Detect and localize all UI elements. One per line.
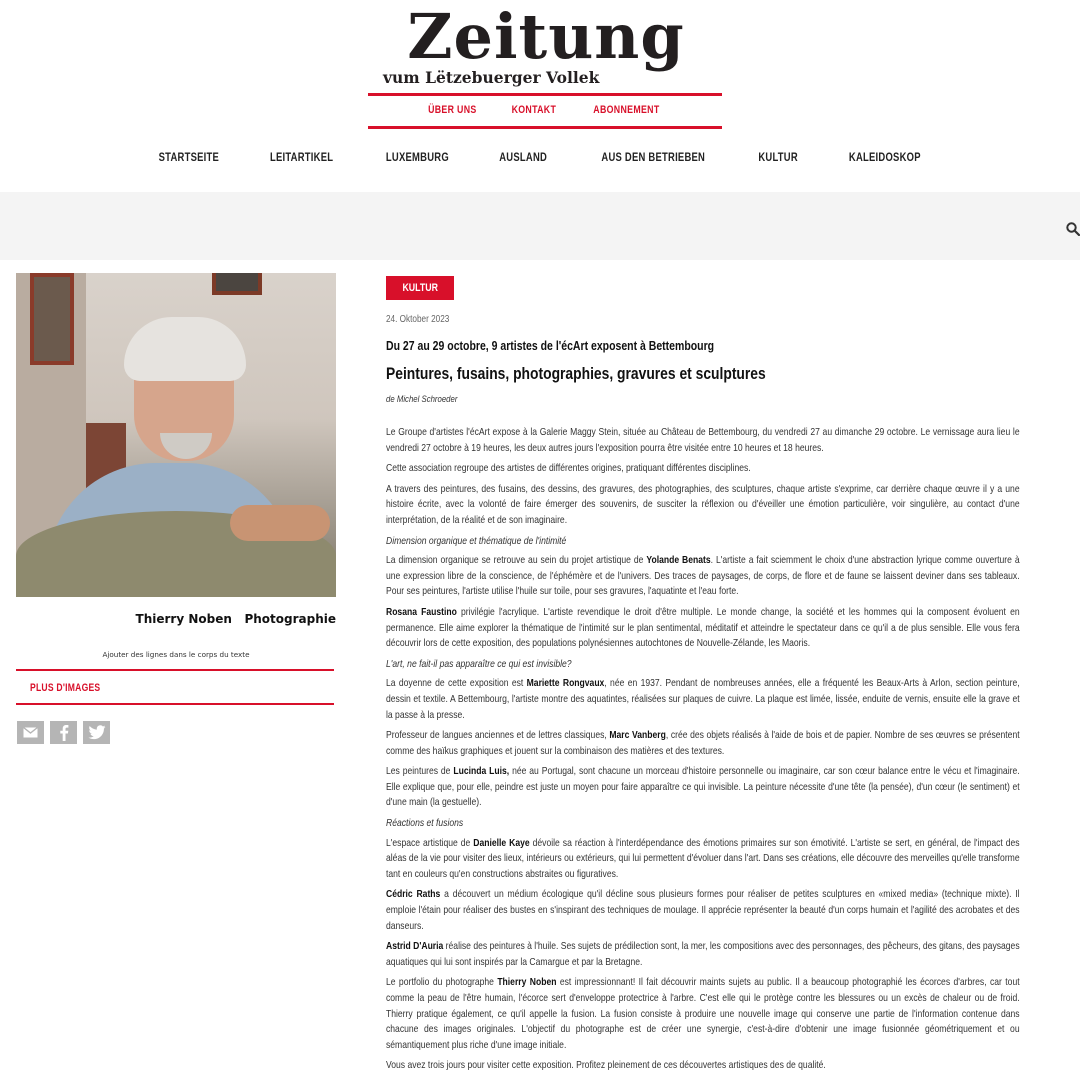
nav-startseite[interactable]: STARTSEITE <box>158 152 219 164</box>
logo-divider-bottom <box>368 126 722 129</box>
main-nav <box>0 152 1080 164</box>
artist-name: Lucinda Luis, <box>453 766 510 778</box>
email-icon[interactable] <box>17 721 44 744</box>
paragraph: Le portfolio du photographe Thierry Noben est impressionnant! Il fait découvrir maints sujets au public. Il a beaucoup photographié les écorces d'arbres, car tout comme la peau de l'être humain, l'écorce sert d'enveloppe protectrice à l'arbre. C'est elle qui le protège contre les blessures ou un excès de chaleur ou de froid. Thierry pratique également, ce qu'il appelle la fusion. La fusion consiste à produire une nouvelle image qui conserve une partie de l'information contenue dans chacune des images originales. L'objectif du photographe est de créer une synergie, c'est-à-dire d'obtenir une image fusionnée géométriquement et ou sémantiquement plus riche d'une image initiale. <box>386 977 1020 1051</box>
paragraph: Professeur de langues anciennes et de lettres classiques, Marc Vanberg, crée des objets réalisés à l'aide de bois et de papier. Nombre de ses œuvres se présentent comme des haïkus graphiques et jouent sur la combinaison des matières et des textures. <box>386 730 1020 757</box>
artist-name: Thierry Noben <box>497 977 557 989</box>
paragraph: L'espace artistique de Danielle Kaye dévoile sa réaction à l'interdépendance des émotions primaires sur son émotivité. L'artiste se sert, en général, de l'impact des aléas de la vie pour visiter des lieux, intérieurs ou extérieurs, qui lui permettent d'évoluer dans l'art. Dans ses créations, elle découvre des merveilles qu'elle transforme tant en couleurs qu'en constructions abstraites ou figuratives. <box>386 837 1020 880</box>
section-heading: Dimension organique et thématique de l'intimité <box>386 535 567 547</box>
more-images-divider-bottom <box>16 703 334 705</box>
article-body <box>386 425 1020 1079</box>
section-heading: L'art, ne fait-il pas apparaître ce qui est invisible? <box>386 658 572 670</box>
paragraph: La doyenne de cette exposition est Mariette Rongvaux, née en 1937. Pendant de nombreuses années, elle a fréquenté les Beaux-Arts à Arlon, section peinture, dessin et textile. A Bettembourg, l'artiste montre des aquatintes, réalisées sur plaques de cuivre. La plaque est limée, lissée, enduite de vernis, ensuite elle la grave et la passe à la presse. <box>386 678 1020 721</box>
artist-name: Yolande Benats <box>646 555 711 567</box>
article-photo[interactable] <box>16 273 336 597</box>
paragraph: Vous avez trois jours pour visiter cette exposition. Profitez pleinement de ces découvertes artistiques des de qualité. <box>386 1060 826 1072</box>
artist-name: Rosana Faustino <box>386 606 457 618</box>
logo-divider-top <box>368 93 722 96</box>
nav-kultur[interactable]: KULTUR <box>758 152 799 164</box>
nav-luxemburg[interactable]: LUXEMBURG <box>385 152 449 164</box>
paragraph: A travers des peintures, des fusains, des dessins, des gravures, des photographies, des sculptures, chaque artiste s'exprime, car derrière chaque œuvre il y a une histoire écrite, avec la volonté de faire émerger des souvenirs, de susciter la réflexion ou d'éveiller une émotion particulière, voir singulière, au contact d'une interprétation, de la réalité et de son imaginaire. <box>386 483 1020 526</box>
paragraph: Les peintures de Lucinda Luis, née au Portugal, sont chacune un morceau d'histoire personnelle ou imaginaire, car son cœur balance entre le vécu et l'imaginaire. Elle explique que, pour elle, peindre est juste un moyen pour faire apparaître ce qui invisible. La peinture nécessite d'une tête (la pensée), d'un cœur (le sentiment) et d'une main (la gestuelle). <box>386 766 1020 809</box>
link-uber-uns[interactable]: ÜBER UNS <box>428 104 477 116</box>
artist-name: Cédric Raths <box>386 889 441 901</box>
nav-aus-den-betrieben[interactable]: AUS DEN BETRIEBEN <box>601 152 705 164</box>
link-abonnement[interactable]: ABONNEMENT <box>593 104 660 116</box>
category-badge[interactable] <box>386 276 454 300</box>
logo-title[interactable]: Zeitung <box>407 0 685 73</box>
search-band <box>0 192 1080 260</box>
artist-name: Danielle Kaye <box>473 837 530 849</box>
paragraph: La dimension organique se retrouve au sein du projet artistique de Yolande Benats. L'artiste a fait sciemment le choix d'une abstraction lyrique comme ouverture à une expression libre de la conscience, de l'éphémère et de l'univers. Des traces de paysages, de corps, de flore et de faune se laissent deviner dans ses tableaux. Pour ses peintures, l'artiste utilise l'huile sur toile, pour ses gravures, l'aquatinte et l'eau forte. <box>386 555 1020 598</box>
artist-name: Mariette Rongvaux <box>526 678 605 690</box>
search-icon[interactable] <box>1066 222 1080 236</box>
paragraph: Cette association regroupe des artistes de différentes origines, pratiquant différentes disciplines. <box>386 463 751 475</box>
artist-name: Astrid D'Auria <box>386 941 444 953</box>
artist-name: Marc Vanberg <box>609 730 666 742</box>
article-author: de Michel Schroeder <box>386 394 458 405</box>
logo-subtitle: vum Lëtzebuerger Vollek <box>383 68 600 87</box>
share-buttons <box>17 721 110 744</box>
section-heading: Réactions et fusions <box>386 818 464 830</box>
site-logo[interactable] <box>368 0 722 132</box>
masthead <box>0 0 1080 192</box>
nav-ausland[interactable]: AUSLAND <box>498 152 547 164</box>
article-headline: Peintures, fusains, photographies, gravures et sculptures <box>386 365 766 383</box>
more-images-divider-top <box>16 669 334 671</box>
article <box>386 276 1026 1072</box>
link-kontakt[interactable]: KONTAKT <box>511 104 557 116</box>
utility-nav <box>368 104 722 116</box>
paragraph: Le Groupe d'artistes l'écArt expose à la Galerie Maggy Stein, située au Château de Bettembourg, du vendredi 27 au dimanche 29 octobre. Le vernissage aura lieu le vendredi 27 octobre à 19 heures, les deux autres jours l'exposition pourra être visitée entre 10 heures et 18 heures. <box>386 427 1020 454</box>
nav-leitartikel[interactable]: LEITARTIKEL <box>270 152 334 164</box>
category-label[interactable]: KULTUR <box>402 282 438 294</box>
caption-hint: Ajouter des lignes dans le corps du texte <box>102 650 250 659</box>
photo-caption: Thierry Noben Photographie <box>135 612 336 626</box>
article-subtitle: Du 27 au 29 octobre, 9 artistes de l'écArt exposent à Bettembourg <box>386 339 715 353</box>
more-images-link[interactable]: PLUS D'IMAGES <box>30 682 101 694</box>
paragraph: Rosana Faustino privilégie l'acrylique. L'artiste revendique le droit d'être multiple. Le monde change, la société et les hommes qui la composent évoluent en permanence. Elle aime explorer la thématique de l'intimité sur le plan sentimental, méditatif et atteindre le spectateur dans ce qu'il a de plus sensible. Elle vous fera découvrir lors de cette exposition, des populations polynésiennes autochtones de Nouvelle-Zélande, les Maoris. <box>386 606 1020 650</box>
nav-kaleidoskop[interactable]: KALEIDOSKOP <box>848 152 921 164</box>
facebook-icon[interactable] <box>50 721 77 744</box>
paragraph: Astrid D'Auria réalise des peintures à l'huile. Ses sujets de prédilection sont, la mer, les compositions avec des personnages, des pêcheurs, des gitans, des paysages aquatiques qui lui sont inspirés par la Camargue et par la Bretagne. <box>386 941 1020 968</box>
paragraph: Cédric Raths a découvert un médium écologique qu'il décline sous plusieurs formes pour réaliser de petites sculptures en «mixed media» (technique mixte). Il emploie l'étain pour réaliser des bustes en s'inspirant des techniques de moulage. Il apprécie représenter la beauté d'un corps humain et l'agilité des acrobates et des danseurs. <box>386 889 1020 932</box>
twitter-icon[interactable] <box>83 721 110 744</box>
article-date: 24. Oktober 2023 <box>386 314 450 325</box>
